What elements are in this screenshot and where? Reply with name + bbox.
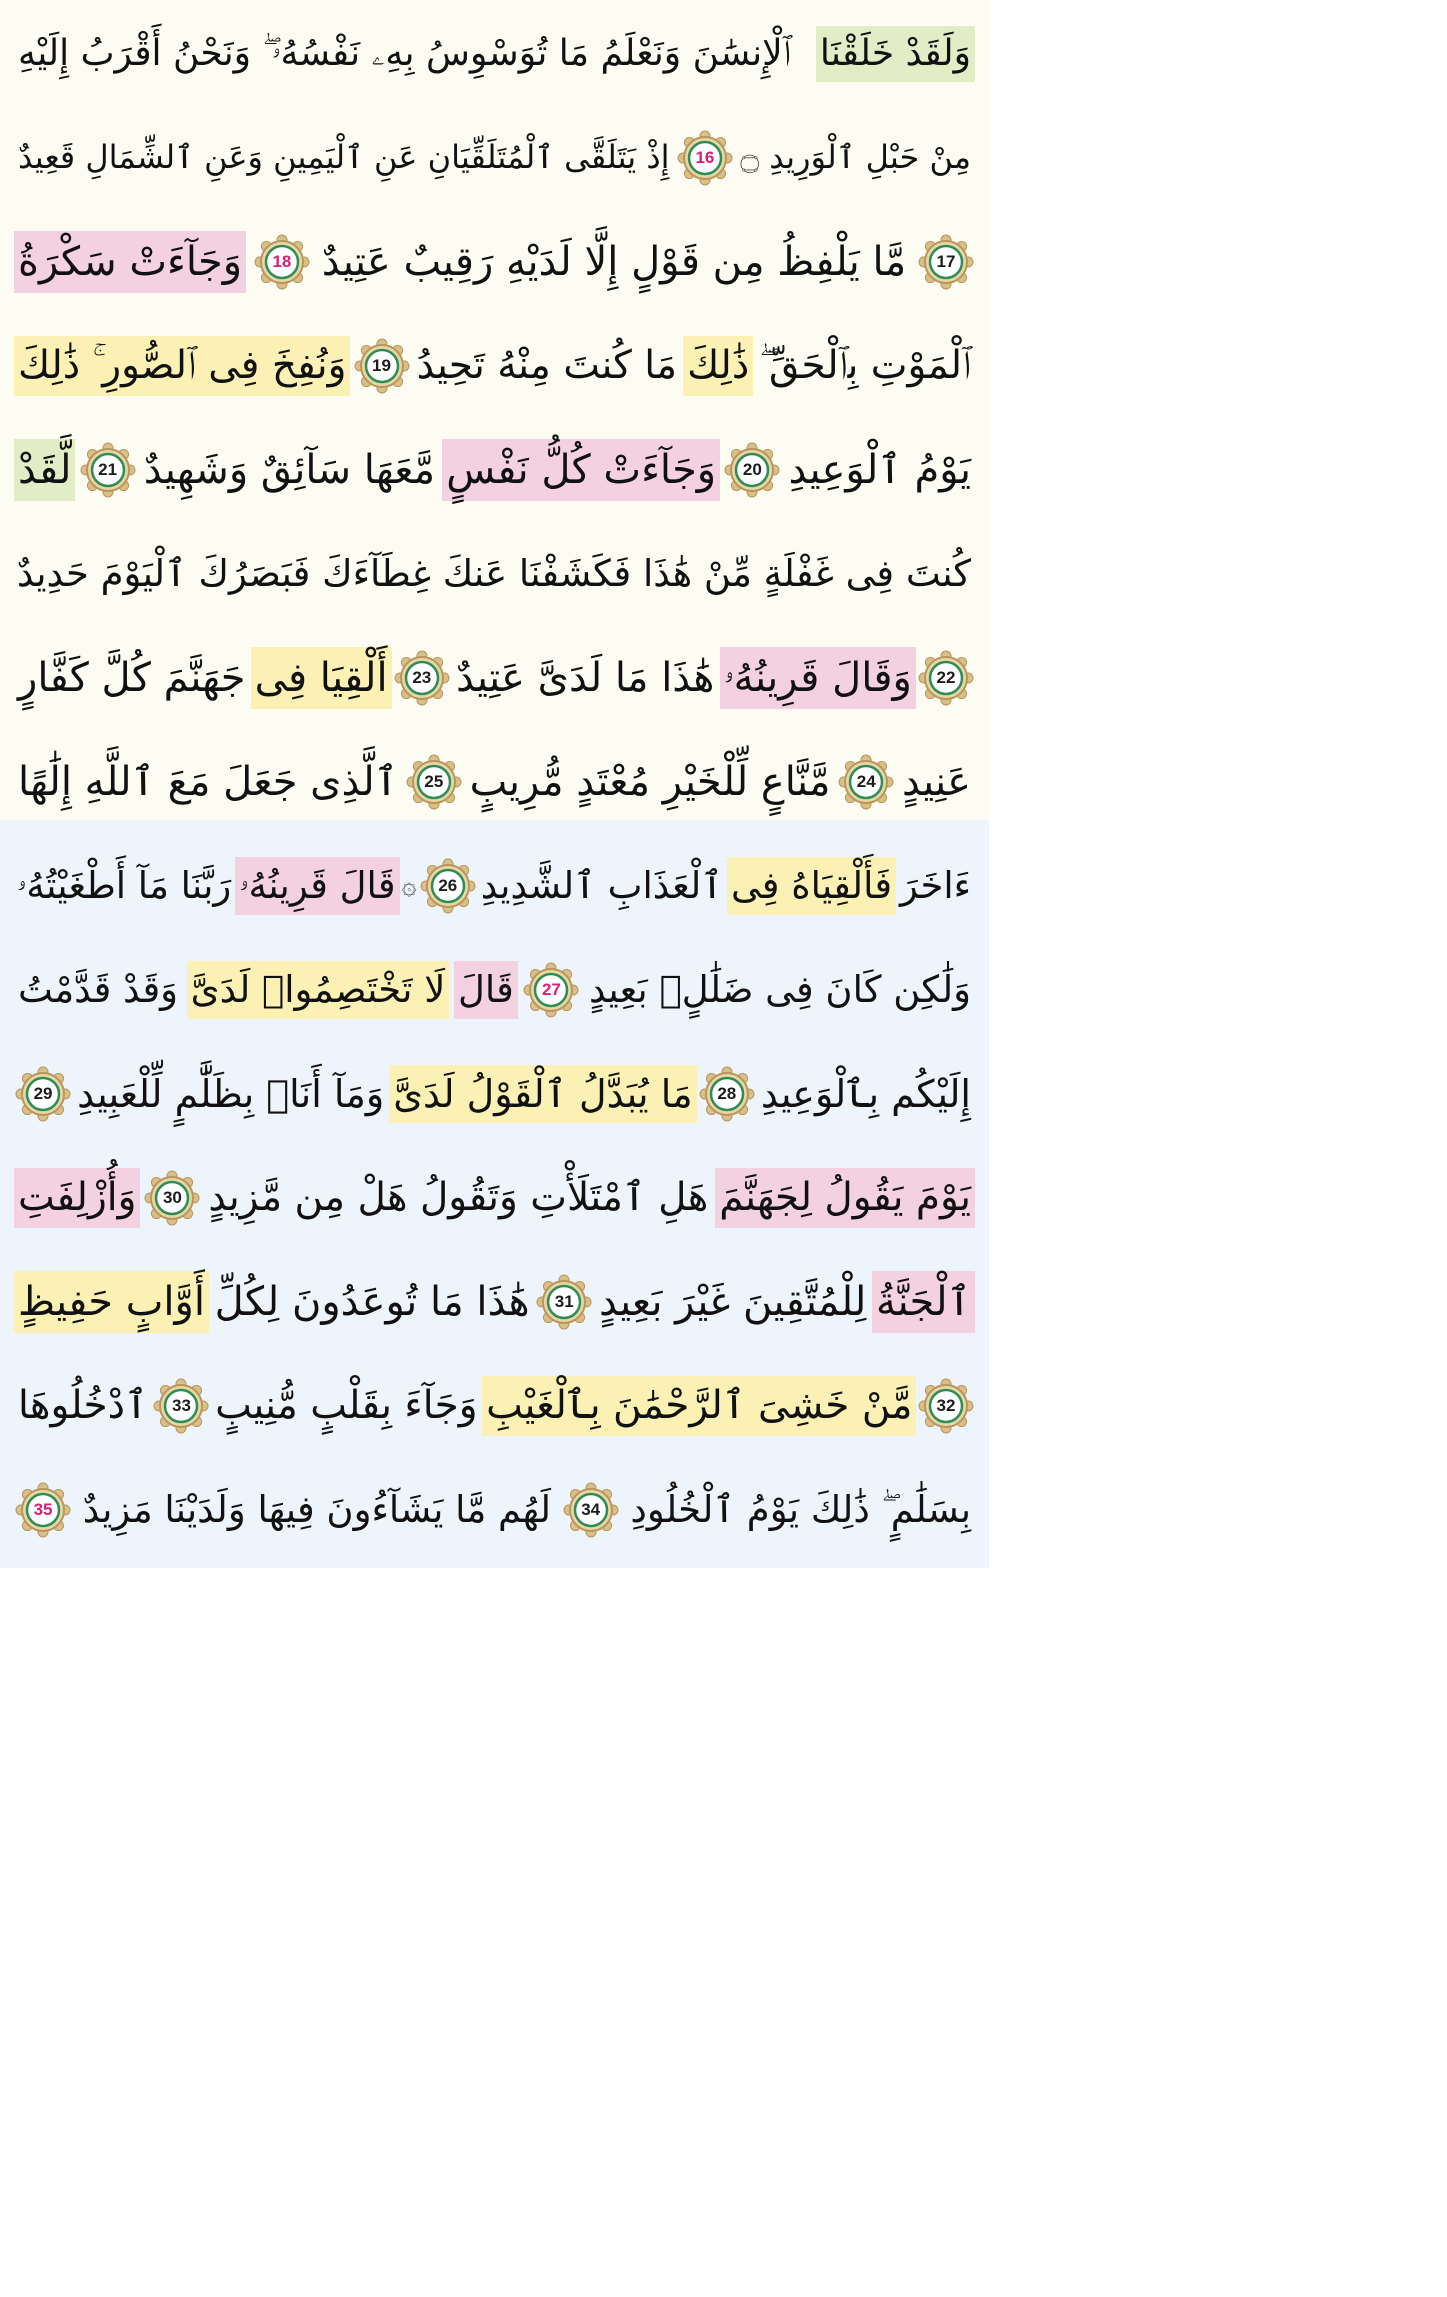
highlighted-phrase: مَا يُبَدَّلُ ٱلْقَوْلُ لَدَىَّ — [389, 1065, 696, 1124]
quran-line — [14, 210, 975, 314]
quran-line — [14, 1042, 975, 1146]
verse-text: وَجَآءَ بِقَلْبٍ مُّنِيبٍ — [215, 1382, 478, 1428]
verse-number: 32 — [936, 1396, 956, 1415]
verse-number: 20 — [742, 460, 762, 479]
verse-number-marker[interactable] — [143, 1169, 201, 1227]
highlighted-phrase: وَلَقَدْ خَلَقْنَا — [816, 26, 975, 82]
highlighted-phrase: ٱلْجَنَّةُ — [872, 1271, 975, 1333]
verse-number-marker[interactable] — [676, 129, 734, 187]
verse-number: 24 — [856, 772, 876, 791]
verse-text: وَمَآ أَنَا۠ بِظَلَّٰمٍ لِّلْعَبِيدِ — [77, 1071, 385, 1116]
verse-text: ٱلْإِنسَٰنَ وَنَعْلَمُ مَا تُوَسْوِسُ بِهِۦ نَفْسُهُۥ ۖ وَنَحْنُ أَقْرَبُ إِلَيْهِ — [18, 33, 791, 75]
verse-number-marker[interactable] — [917, 649, 975, 707]
quran-line — [14, 834, 975, 938]
highlighted-phrase: مَّنْ خَشِىَ ٱلرَّحْمَٰنَ بِٱلْغَيْبِ — [482, 1376, 916, 1436]
quran-line — [14, 418, 975, 522]
verse-text: ءَاخَرَ — [900, 864, 971, 908]
verse-number-marker[interactable] — [917, 1377, 975, 1435]
verse-number: 23 — [412, 668, 432, 687]
verse-text: ٱلْعَذَابِ ٱلشَّدِيدِ — [480, 864, 723, 908]
verse-number: 30 — [162, 1188, 182, 1207]
verse-text: ٱدْخُلُوهَا — [18, 1382, 148, 1428]
verse-text: بِسَلَٰمٍ ۖ ذَٰلِكَ يَوْمُ ٱلْخُلُودِ — [630, 1488, 971, 1532]
verse-text: جَهَنَّمَ كُلَّ كَفَّارٍ — [18, 655, 246, 701]
verse-text: ٱلْمَوْتِ بِٱلْحَقِّ ۖ — [759, 342, 971, 388]
verse-text: هَٰذَا مَا لَدَىَّ عَتِيدٌ — [455, 655, 715, 701]
verse-number-marker[interactable] — [393, 649, 451, 707]
verse-text: هَٰذَا مَا تُوعَدُونَ لِكُلِّ — [214, 1279, 530, 1325]
verse-number-marker[interactable] — [353, 337, 411, 395]
quran-line — [14, 1354, 975, 1458]
highlighted-phrase: فَأَلْقِيَاهُ فِى — [727, 857, 896, 914]
quran-line — [14, 938, 975, 1042]
verse-number-marker[interactable] — [723, 441, 781, 499]
verse-text: وَقَدْ قَدَّمْتُ — [18, 968, 179, 1012]
verse-number: 27 — [541, 980, 561, 999]
verse-number: 28 — [717, 1084, 737, 1103]
verse-number: 19 — [372, 356, 391, 375]
verse-text: مَّنَّاعٍ لِّلْخَيْرِ مُعْتَدٍ مُّرِيبٍ — [469, 759, 831, 805]
verse-number: 34 — [581, 1500, 601, 1519]
quran-line — [14, 2, 975, 106]
verse-number-marker[interactable] — [562, 1481, 620, 1539]
verse-number-marker[interactable] — [419, 857, 477, 915]
highlighted-phrase: وَجَآءَتْ كُلُّ نَفْسٍ — [442, 439, 720, 501]
verse-number-marker[interactable] — [405, 753, 463, 811]
verse-number: 21 — [98, 460, 118, 479]
verse-number: 26 — [438, 876, 458, 895]
verse-text: مِنْ حَبْلِ ٱلْوَرِيدِ ۝ — [740, 138, 971, 177]
verse-text: إِذْ يَتَلَقَّى ٱلْمُتَلَقِّيَانِ عَنِ ٱلْيَمِينِ وَعَنِ ٱلشِّمَالِ قَعِيدٌ — [18, 138, 670, 177]
verse-text: عَنِيدٍ — [901, 759, 971, 805]
highlighted-phrase: قَالَ قَرِينُهُۥ — [235, 857, 399, 914]
highlighted-phrase: لَا تَخْتَصِمُوا۟ لَدَىَّ — [187, 961, 450, 1018]
quran-line — [14, 106, 975, 210]
verse-number-marker[interactable] — [917, 233, 975, 291]
verse-text: هَلِ ٱمْتَلَأْتِ وَتَقُولُ هَلْ مِن مَّزِيدٍ — [208, 1174, 709, 1220]
quran-line — [14, 730, 975, 834]
highlighted-phrase: يَوْمَ يَقُولُ لِجَهَنَّمَ — [715, 1168, 975, 1228]
verse-text: لِلْمُتَّقِينَ غَيْرَ بَعِيدٍ — [598, 1279, 867, 1325]
quran-line — [14, 314, 975, 418]
highlighted-phrase: وَجَآءَتْ سَكْرَةُ — [14, 231, 246, 293]
verse-text: مَّا يَلْفِظُ مِن قَوْلٍ إِلَّا لَدَيْهِ رَقِيبٌ عَتِيدٌ — [321, 239, 907, 285]
verse-number-marker[interactable] — [152, 1377, 210, 1435]
verse-text: رَبَّنَا مَآ أَطْغَيْتُهُۥ — [17, 864, 232, 908]
verse-text: مَّعَهَا سَآئِقٌ وَشَهِيدٌ — [143, 447, 436, 493]
highlighted-phrase: أَلْقِيَا فِى — [251, 647, 392, 709]
verse-number-marker[interactable] — [14, 1065, 72, 1123]
verse-number: 18 — [272, 252, 292, 271]
verse-number-marker[interactable] — [14, 1481, 72, 1539]
highlighted-phrase: وَقَالَ قَرِينُهُۥ — [720, 647, 916, 709]
verse-number-marker[interactable] — [522, 961, 580, 1019]
quran-line — [14, 1250, 975, 1354]
quran-line — [14, 1458, 975, 1562]
verse-number: 25 — [424, 772, 444, 791]
mushaf-page — [0, 0, 989, 1568]
quran-line — [14, 1146, 975, 1250]
verse-number-marker[interactable] — [79, 441, 137, 499]
verse-number-marker[interactable] — [837, 753, 895, 811]
verse-text: كُنتَ فِى غَفْلَةٍ مِّنْ هَٰذَا فَكَشَفْنَا عَنكَ غِطَآءَكَ فَبَصَرُكَ ٱلْيَوْمَ حَدِيدٌ — [16, 552, 971, 596]
verse-number: 35 — [33, 1500, 53, 1519]
highlighted-phrase: لَّقَدْ — [14, 439, 75, 501]
quran-line — [14, 522, 975, 626]
verse-number: 29 — [33, 1084, 53, 1103]
highlighted-phrase: ذَٰلِكَ — [683, 336, 753, 396]
verse-text: لَهُم مَّا يَشَآءُونَ فِيهَا وَلَدَيْنَا مَزِيدٌ — [82, 1488, 551, 1532]
verse-text: وَلَٰكِن كَانَ فِى ضَلَٰلٍۭ بَعِيدٍ — [589, 968, 971, 1012]
verse-number-marker[interactable] — [698, 1065, 756, 1123]
highlighted-phrase: وَنُفِخَ فِى ٱلصُّورِ ۚ ذَٰلِكَ — [14, 336, 350, 396]
highlighted-phrase: قَالَ — [454, 961, 518, 1018]
highlighted-phrase: وَأُزْلِفَتِ — [14, 1168, 140, 1228]
verse-text: مَا كُنتَ مِنْهُ تَحِيدُ — [416, 342, 677, 388]
highlighted-phrase: أَوَّابٍ حَفِيظٍ — [14, 1271, 209, 1333]
verse-number-marker[interactable] — [253, 233, 311, 291]
verse-text: ٱلَّذِى جَعَلَ مَعَ ٱللَّهِ إِلَٰهًا — [18, 759, 399, 805]
verse-number: 17 — [936, 252, 956, 271]
verse-text: يَوْمُ ٱلْوَعِيدِ — [788, 447, 971, 493]
verse-number: 22 — [936, 668, 956, 687]
verse-text: إِلَيْكُم بِٱلْوَعِيدِ — [760, 1071, 971, 1116]
quran-line — [14, 626, 975, 730]
verse-number: 16 — [695, 148, 715, 167]
rub-el-hizb-icon: ۞ — [401, 871, 417, 901]
verse-number: 33 — [172, 1396, 191, 1415]
verse-number-marker[interactable] — [535, 1273, 593, 1331]
verse-number: 31 — [554, 1292, 574, 1311]
